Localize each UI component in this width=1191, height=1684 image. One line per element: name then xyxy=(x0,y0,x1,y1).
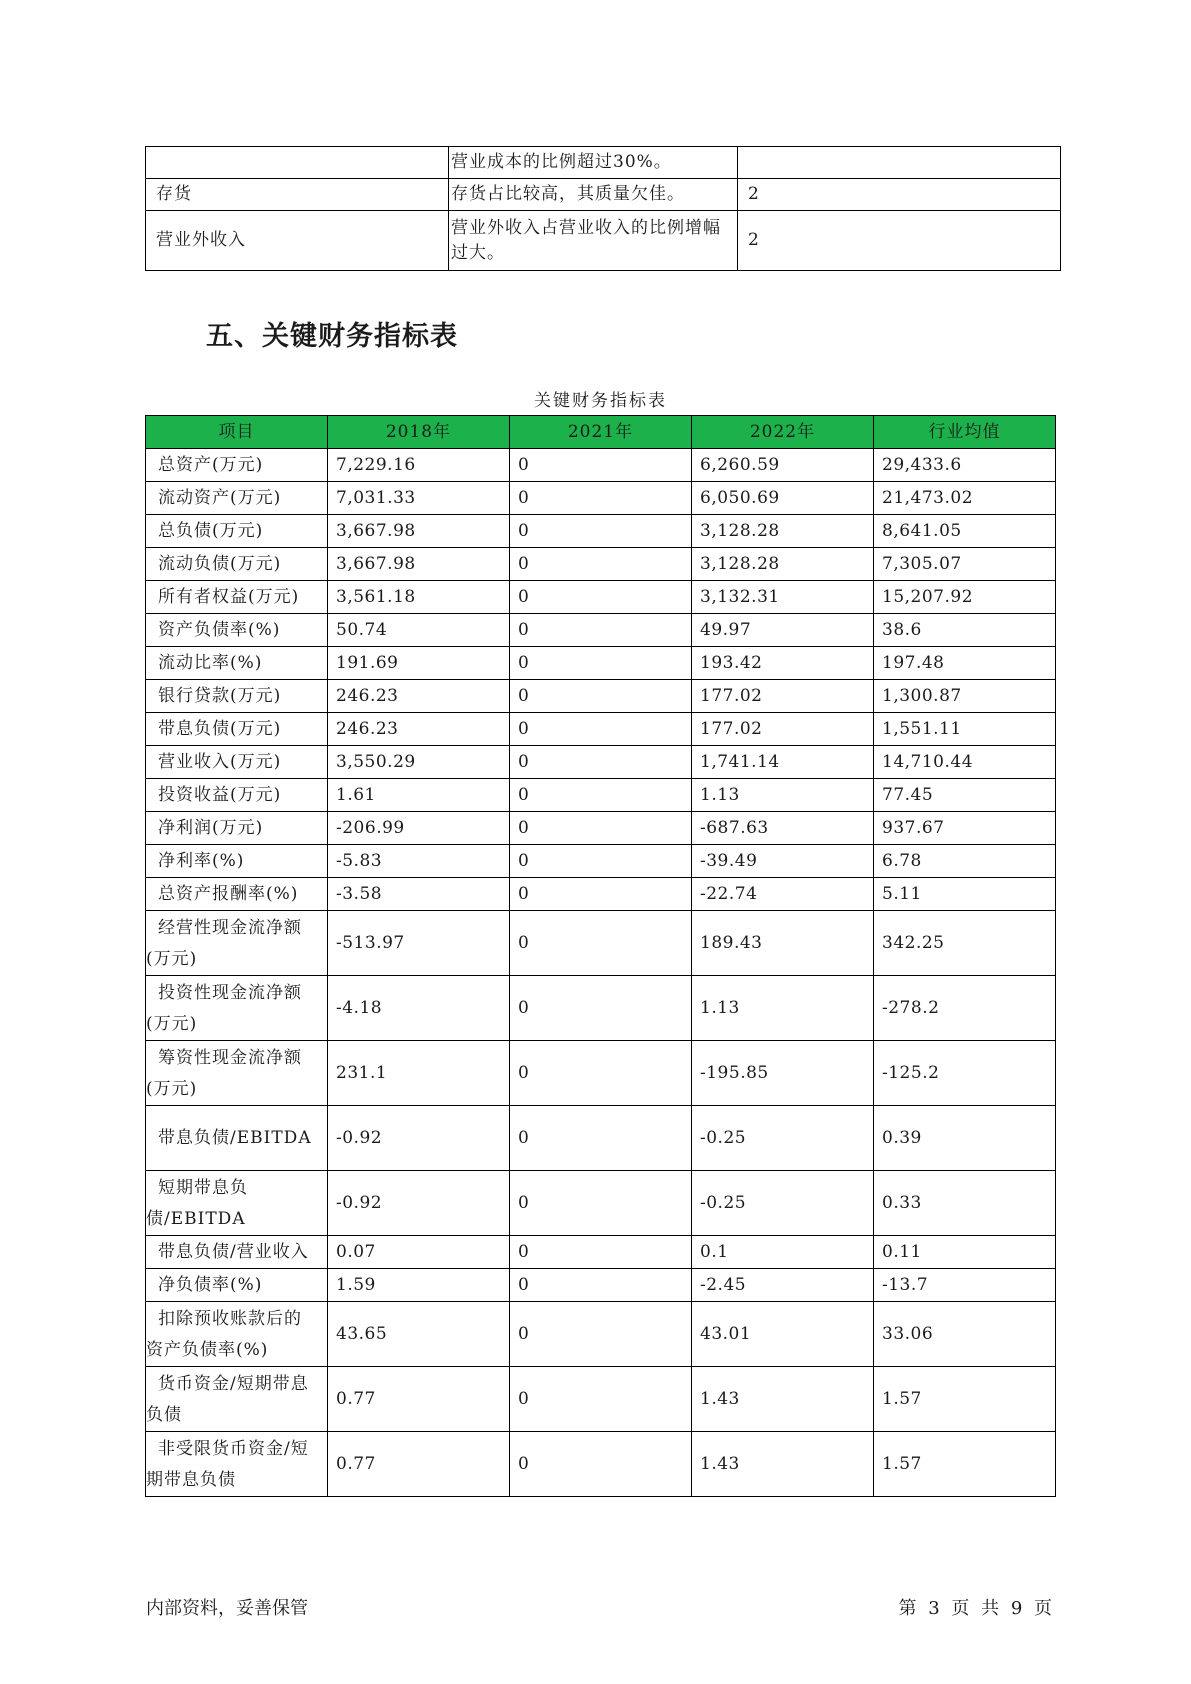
risk-table-row xyxy=(146,147,1061,179)
industry-average-cell: 5.11 xyxy=(874,878,1056,911)
value-2018-cell: 3,667.98 xyxy=(328,548,510,581)
table-row xyxy=(146,515,1056,548)
table-row xyxy=(146,449,1056,482)
value-2018-cell: 191.69 xyxy=(328,647,510,680)
value-2022-cell: -22.74 xyxy=(692,878,874,911)
value-2021-cell: 0 xyxy=(510,614,692,647)
value-2018-cell: 3,561.18 xyxy=(328,581,510,614)
value-2021-cell: 0 xyxy=(510,878,692,911)
industry-average-cell: 937.67 xyxy=(874,812,1056,845)
table-row xyxy=(146,1302,1056,1367)
value-2021-cell: 0 xyxy=(510,911,692,976)
metric-name-cell: 银行贷款(万元) xyxy=(146,680,328,713)
value-2018-cell: -0.92 xyxy=(328,1106,510,1171)
risk-table-row xyxy=(146,179,1061,211)
table-row xyxy=(146,713,1056,746)
metric-name-cell: 总资产(万元) xyxy=(146,449,328,482)
value-2018-cell: -0.92 xyxy=(328,1171,510,1236)
table-row xyxy=(146,779,1056,812)
value-2021-cell: 0 xyxy=(510,680,692,713)
table-caption: 关键财务指标表 xyxy=(534,391,667,411)
value-2022-cell: 49.97 xyxy=(692,614,874,647)
industry-average-cell: 77.45 xyxy=(874,779,1056,812)
risk-description-cell: 营业成本的比例超过30%。 xyxy=(449,147,738,179)
value-2018-cell: 7,229.16 xyxy=(328,449,510,482)
table-row xyxy=(146,1236,1056,1269)
industry-average-cell: 8,641.05 xyxy=(874,515,1056,548)
risk-item-cell: 存货 xyxy=(146,179,449,211)
table-row xyxy=(146,1367,1056,1432)
value-2022-cell: 6,260.59 xyxy=(692,449,874,482)
metric-name-cell: 所有者权益(万元) xyxy=(146,581,328,614)
header-item: 项目 xyxy=(146,416,328,449)
value-2022-cell: 193.42 xyxy=(692,647,874,680)
value-2018-cell: 0.07 xyxy=(328,1236,510,1269)
table-row xyxy=(146,581,1056,614)
value-2022-cell: 3,128.28 xyxy=(692,515,874,548)
metric-name-cell: 总负债(万元) xyxy=(146,515,328,548)
industry-average-cell: 342.25 xyxy=(874,911,1056,976)
metric-name-cell: 非受限货币资金/短期带息负债 xyxy=(146,1432,328,1497)
metric-name-cell: 货币资金/短期带息负债 xyxy=(146,1367,328,1432)
value-2018-cell: 246.23 xyxy=(328,713,510,746)
table-row xyxy=(146,614,1056,647)
industry-average-cell: 1,551.11 xyxy=(874,713,1056,746)
risk-score-cell: 2 xyxy=(738,179,1061,211)
risk-score-cell: 2 xyxy=(738,211,1061,271)
confidential-note: 内部资料，妥善保管 xyxy=(146,1598,308,1619)
metric-name-cell: 净负债率(%) xyxy=(146,1269,328,1302)
value-2022-cell: 1.13 xyxy=(692,976,874,1041)
value-2018-cell: 246.23 xyxy=(328,680,510,713)
industry-average-cell: 0.33 xyxy=(874,1171,1056,1236)
value-2018-cell: -3.58 xyxy=(328,878,510,911)
value-2021-cell: 0 xyxy=(510,746,692,779)
industry-average-cell: -13.7 xyxy=(874,1269,1056,1302)
value-2022-cell: 1.43 xyxy=(692,1432,874,1497)
value-2022-cell: -2.45 xyxy=(692,1269,874,1302)
value-2018-cell: -5.83 xyxy=(328,845,510,878)
value-2018-cell: 1.61 xyxy=(328,779,510,812)
metric-name-cell: 经营性现金流净额(万元) xyxy=(146,911,328,976)
value-2022-cell: 6,050.69 xyxy=(692,482,874,515)
value-2022-cell: -195.85 xyxy=(692,1041,874,1106)
table-row xyxy=(146,878,1056,911)
value-2021-cell: 0 xyxy=(510,713,692,746)
value-2018-cell: 231.1 xyxy=(328,1041,510,1106)
value-2021-cell: 0 xyxy=(510,548,692,581)
page-number: 第 3 页 共 9 页 xyxy=(898,1598,1055,1619)
industry-average-cell: 6.78 xyxy=(874,845,1056,878)
value-2022-cell: 177.02 xyxy=(692,713,874,746)
value-2021-cell: 0 xyxy=(510,845,692,878)
metric-name-cell: 投资性现金流净额(万元) xyxy=(146,976,328,1041)
value-2021-cell: 0 xyxy=(510,449,692,482)
value-2022-cell: -687.63 xyxy=(692,812,874,845)
metric-name-cell: 带息负债(万元) xyxy=(146,713,328,746)
table-row xyxy=(146,647,1056,680)
value-2018-cell: -513.97 xyxy=(328,911,510,976)
value-2022-cell: 0.1 xyxy=(692,1236,874,1269)
metric-name-cell: 扣除预收账款后的资产负债率(%) xyxy=(146,1302,328,1367)
header-2021: 2021年 xyxy=(510,416,692,449)
metric-name-cell: 筹资性现金流净额(万元) xyxy=(146,1041,328,1106)
value-2021-cell: 0 xyxy=(510,779,692,812)
industry-average-cell: 14,710.44 xyxy=(874,746,1056,779)
value-2022-cell: -39.49 xyxy=(692,845,874,878)
industry-average-cell: 0.11 xyxy=(874,1236,1056,1269)
metric-name-cell: 流动负债(万元) xyxy=(146,548,328,581)
metric-name-cell: 资产负债率(%) xyxy=(146,614,328,647)
table-row xyxy=(146,746,1056,779)
metric-name-cell: 带息负债/EBITDA xyxy=(146,1106,328,1171)
value-2021-cell: 0 xyxy=(510,482,692,515)
value-2021-cell: 0 xyxy=(510,1367,692,1432)
value-2018-cell: 0.77 xyxy=(328,1367,510,1432)
value-2018-cell: 3,667.98 xyxy=(328,515,510,548)
value-2021-cell: 0 xyxy=(510,1171,692,1236)
value-2021-cell: 0 xyxy=(510,647,692,680)
metric-name-cell: 净利润(万元) xyxy=(146,812,328,845)
table-row xyxy=(146,1269,1056,1302)
industry-average-cell: 1.57 xyxy=(874,1432,1056,1497)
industry-average-cell: 7,305.07 xyxy=(874,548,1056,581)
table-row xyxy=(146,845,1056,878)
industry-average-cell: 0.39 xyxy=(874,1106,1056,1171)
industry-average-cell: 197.48 xyxy=(874,647,1056,680)
industry-average-cell: 29,433.6 xyxy=(874,449,1056,482)
value-2022-cell: 1,741.14 xyxy=(692,746,874,779)
table-row xyxy=(146,548,1056,581)
risk-item-cell: 营业外收入 xyxy=(146,211,449,271)
metric-name-cell: 流动资产(万元) xyxy=(146,482,328,515)
value-2021-cell: 0 xyxy=(510,515,692,548)
table-row xyxy=(146,482,1056,515)
metric-name-cell: 投资收益(万元) xyxy=(146,779,328,812)
header-2018: 2018年 xyxy=(328,416,510,449)
table-row xyxy=(146,1432,1056,1497)
value-2021-cell: 0 xyxy=(510,1236,692,1269)
value-2022-cell: 189.43 xyxy=(692,911,874,976)
value-2021-cell: 0 xyxy=(510,581,692,614)
table-row xyxy=(146,812,1056,845)
value-2022-cell: 1.43 xyxy=(692,1367,874,1432)
industry-average-cell: 1,300.87 xyxy=(874,680,1056,713)
risk-description-cell: 营业外收入占营业收入的比例增幅过大。 xyxy=(449,211,738,271)
key-financial-metrics-table xyxy=(145,415,1056,1497)
table-header-row xyxy=(146,416,1056,449)
value-2021-cell: 0 xyxy=(510,1432,692,1497)
table-row xyxy=(146,1171,1056,1236)
value-2022-cell: -0.25 xyxy=(692,1171,874,1236)
value-2021-cell: 0 xyxy=(510,812,692,845)
value-2018-cell: 43.65 xyxy=(328,1302,510,1367)
metric-name-cell: 短期带息负债/EBITDA xyxy=(146,1171,328,1236)
risk-item-cell xyxy=(146,147,449,179)
value-2021-cell: 0 xyxy=(510,1269,692,1302)
industry-average-cell: 1.57 xyxy=(874,1367,1056,1432)
value-2022-cell: 1.13 xyxy=(692,779,874,812)
table-row xyxy=(146,1041,1056,1106)
metric-name-cell: 流动比率(%) xyxy=(146,647,328,680)
value-2018-cell: 7,031.33 xyxy=(328,482,510,515)
header-2022: 2022年 xyxy=(692,416,874,449)
table-row xyxy=(146,911,1056,976)
table-row xyxy=(146,680,1056,713)
header-industry-average: 行业均值 xyxy=(874,416,1056,449)
table-row xyxy=(146,1106,1056,1171)
value-2018-cell: 50.74 xyxy=(328,614,510,647)
industry-average-cell: -278.2 xyxy=(874,976,1056,1041)
value-2021-cell: 0 xyxy=(510,976,692,1041)
metric-name-cell: 总资产报酬率(%) xyxy=(146,878,328,911)
value-2022-cell: 3,128.28 xyxy=(692,548,874,581)
industry-average-cell: 38.6 xyxy=(874,614,1056,647)
value-2022-cell: 177.02 xyxy=(692,680,874,713)
industry-average-cell: 15,207.92 xyxy=(874,581,1056,614)
industry-average-cell: 33.06 xyxy=(874,1302,1056,1367)
metric-name-cell: 带息负债/营业收入 xyxy=(146,1236,328,1269)
value-2018-cell: 1.59 xyxy=(328,1269,510,1302)
industry-average-cell: -125.2 xyxy=(874,1041,1056,1106)
metric-name-cell: 净利率(%) xyxy=(146,845,328,878)
value-2022-cell: -0.25 xyxy=(692,1106,874,1171)
value-2018-cell: -4.18 xyxy=(328,976,510,1041)
value-2022-cell: 3,132.31 xyxy=(692,581,874,614)
value-2021-cell: 0 xyxy=(510,1302,692,1367)
section-title: 五、关键财务指标表 xyxy=(206,321,458,352)
industry-average-cell: 21,473.02 xyxy=(874,482,1056,515)
value-2018-cell: 0.77 xyxy=(328,1432,510,1497)
value-2021-cell: 0 xyxy=(510,1041,692,1106)
value-2018-cell: 3,550.29 xyxy=(328,746,510,779)
risk-description-cell: 存货占比较高，其质量欠佳。 xyxy=(449,179,738,211)
value-2018-cell: -206.99 xyxy=(328,812,510,845)
value-2021-cell: 0 xyxy=(510,1106,692,1171)
value-2022-cell: 43.01 xyxy=(692,1302,874,1367)
risk-table-continuation xyxy=(145,146,1061,271)
risk-score-cell xyxy=(738,147,1061,179)
risk-table-row xyxy=(146,211,1061,271)
metric-name-cell: 营业收入(万元) xyxy=(146,746,328,779)
table-row xyxy=(146,976,1056,1041)
